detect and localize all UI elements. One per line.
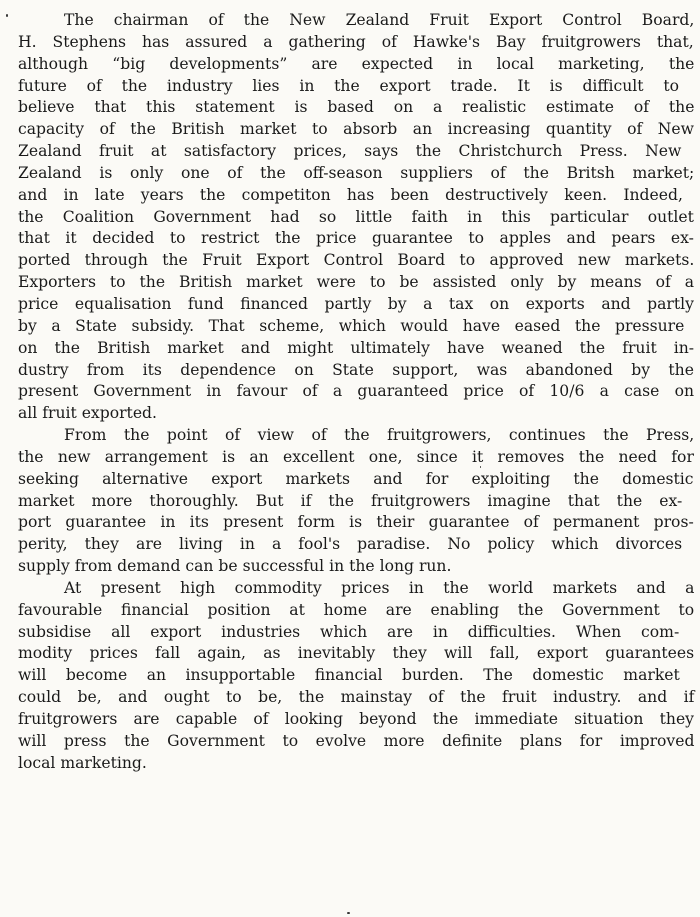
text-line: The chairman of the New Zealand Fruit Export Control Board, (64, 11, 695, 29)
text-line: At present high commodity prices in the world markets and a (64, 578, 695, 597)
text-line: fruitgrowers are capable of looking beyond the immediate situation they (18, 710, 694, 728)
text-line: Zealand is only one of the off-season suppliers of the Britsh market; (18, 163, 695, 182)
text-line: capacity of the British market to absorb an increasing quantity of New (18, 120, 694, 139)
text-line: port guarantee in its present form is their guarantee of permanent pros- (18, 513, 694, 532)
text-line: subsidise all export industries which are in difficulties. When com- (18, 622, 680, 641)
text-line: will become an insupportable financial burden. The domestic market (18, 666, 680, 685)
text-line: market more thoroughly. But if the fruitgrowers imagine that the ex- (18, 491, 683, 510)
text-line: From the point of view of the fruitgrowers, continues the Press, (64, 426, 695, 445)
text-line: all fruit exported. (18, 404, 157, 423)
text-line: by a State subsidy. That scheme, which would have eased the pressure (18, 316, 685, 335)
text-line: Zealand fruit at satisfactory prices, says the Christchurch Press. New (18, 142, 682, 161)
text-line: on the British market and might ultimately have weaned the fruit in- (18, 338, 695, 357)
text-line: H. Stephens has assured a gathering of Hawke's Bay fruitgrowers that, (18, 32, 694, 51)
text-line: favourable financial position at home are enabling the Government to (18, 600, 695, 619)
article-paragraph-2 (18, 425, 694, 578)
text-line: Exporters to the British market were to be assisted only by means of a (18, 273, 694, 292)
article-paragraph-1 (18, 10, 694, 425)
text-line: the new arrangement is an excellent one, since it removes the need for (18, 447, 694, 466)
text-line: local marketing. (18, 753, 147, 772)
print-speck (347, 912, 350, 914)
text-line: future of the industry lies in the export trade. It is difficult to (18, 76, 679, 95)
text-line: the Coalition Government had so little faith in this particular outlet (18, 207, 694, 226)
text-line: perity, they are living in a fool's paradise. No policy which divorces (18, 535, 683, 554)
text-line: modity prices fall again, as inevitably they will fall, export guarantees (18, 644, 695, 663)
article-paragraph-3 (18, 578, 694, 775)
text-line: ported through the Fruit Export Control Board to approved new markets. (18, 251, 695, 270)
text-line: believe that this statement is based on a realistic estimate of the (18, 98, 695, 117)
text-line: that it decided to restrict the price guarantee to apples and pears ex- (18, 229, 694, 248)
news-article (18, 10, 694, 775)
text-line: dustry from its dependence on State support, was abandoned by the (18, 360, 694, 379)
text-line: seeking alternative export markets and for exploiting the domestic (18, 469, 694, 488)
text-line: present Government in favour of a guaranteed price of 10/6 a case on (18, 382, 695, 401)
text-line: although “big developments” are expected in local marketing, the (18, 54, 695, 73)
print-speck (6, 14, 8, 17)
text-line: could be, and ought to be, the mainstay of the fruit industry. and if (18, 688, 695, 707)
text-line: and in late years the competiton has been destructively keen. Indeed, (18, 185, 683, 204)
text-line: supply from demand can be successful in the long run. (18, 557, 452, 576)
text-line: will press the Government to evolve more definite plans for improved (18, 731, 695, 750)
text-line: price equalisation fund financed partly by a tax on exports and partly (18, 294, 694, 313)
